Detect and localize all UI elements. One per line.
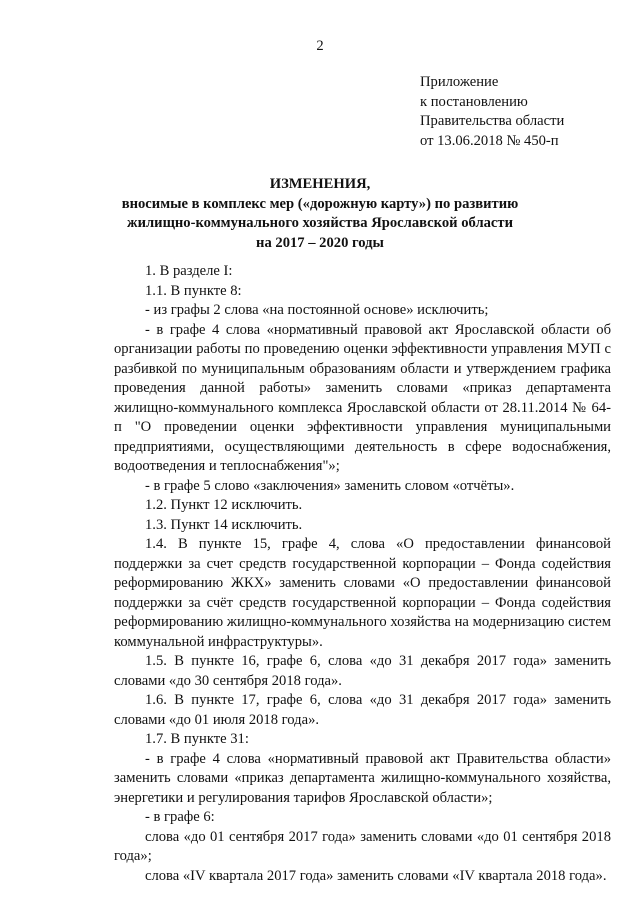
page-number: 2 <box>316 38 324 54</box>
document-body <box>114 262 611 886</box>
body-paragraph: 1.1. В пункте 8: <box>145 282 242 299</box>
body-paragraph: - в графе 4 слова «нормативный правовой акт Ярославской области об организации работы по проведению оценки эффективности управления МУП с разбивкой по муниципальным образованиям области и утверждением графика проведения данной работы» заменить словами «приказ департамента жилищно-коммунального комплекса Ярославской области от 28.11.2014 № 64-п "О проведении оценки эффективности управления муниципальными предприятиями, осуществляющими деятельность в сфере водоснабжения, водоотведения и теплоснабжения"»; <box>114 321 611 474</box>
body-paragraph: 1.7. В пункте 31: <box>145 731 249 747</box>
appendix-line: к постановлению <box>420 93 528 110</box>
appendix-line: Правительства области <box>420 113 565 129</box>
title-line: вносимые в комплекс мер («дорожную карту») по развитию <box>121 195 519 212</box>
body-paragraph: 1.3. Пункт 14 исключить. <box>145 516 303 533</box>
body-paragraph: 1. В разделе I: <box>145 263 233 279</box>
body-paragraph: 1.4. В пункте 15, графе 4, слова «О предоставлении финансовой поддержки за счет средств государственной корпорации – Фонда содействия реформированию ЖКХ» заменить словами «О предоставлении финансовой поддержки за счёт средств государственной корпорации – Фонда содействия реформированию жилищно-коммунального хозяйства на модернизацию систем коммунальной инфраструктуры». <box>114 536 611 650</box>
body-paragraph: слова «IV квартала 2017 года» заменить словами «IV квартала 2018 года». <box>145 867 607 884</box>
appendix-line: Приложение <box>420 74 499 90</box>
appendix-block <box>420 73 564 151</box>
body-paragraph: 1.6. В пункте 17, графе 6, слова «до 31 декабря 2017 года» заменить словами «до 01 июля 2018 года». <box>114 692 611 728</box>
title-line: на 2017 – 2020 годы <box>256 234 384 251</box>
body-paragraph: - в графе 5 слово «заключения» заменить словом «отчёты». <box>145 477 515 494</box>
body-paragraph: 1.2. Пункт 12 исключить. <box>145 497 303 513</box>
body-paragraph: - в графе 4 слова «нормативный правовой акт Правительства области» заменить словами «приказ департамента жилищно-коммунального хозяйства, энергетики и регулирования тарифов Ярославской области»; <box>114 750 611 806</box>
body-paragraph: - в графе 6: <box>145 809 215 825</box>
appendix-date-line: от 13.06.2018 № 450-п <box>420 132 559 149</box>
document-title <box>120 175 520 253</box>
body-paragraph: - из графы 2 слова «на постоянной основе» исключить; <box>145 302 489 318</box>
title-line: жилищно-коммунального хозяйства Ярославской области <box>126 215 513 231</box>
body-paragraph: слова «до 01 сентября 2017 года» заменить словами «до 01 сентября 2018 года»; <box>114 828 611 864</box>
body-paragraph: 1.5. В пункте 16, графе 6, слова «до 31 декабря 2017 года» заменить словами «до 30 сентября 2018 года». <box>114 653 611 689</box>
title-heading: ИЗМЕНЕНИЯ, <box>269 176 371 192</box>
